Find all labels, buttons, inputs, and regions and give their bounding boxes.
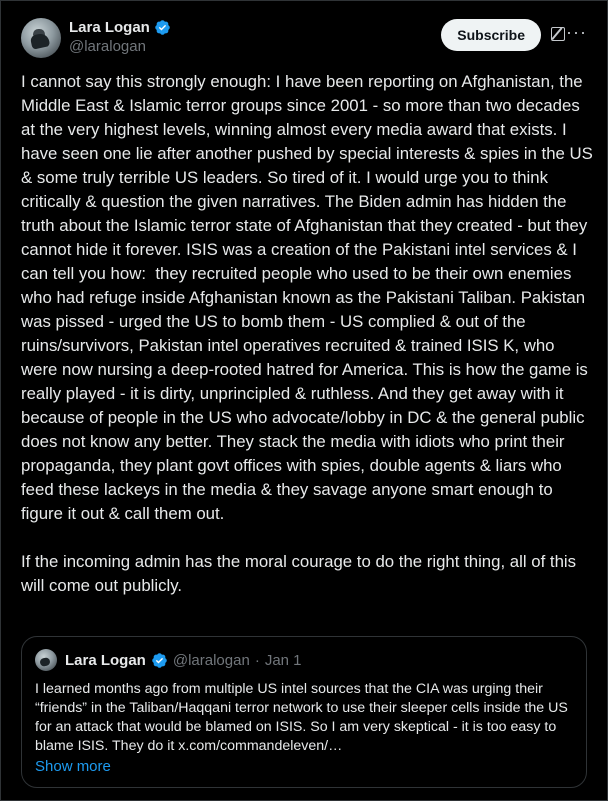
author-display-name[interactable]: Lara Logan bbox=[69, 19, 150, 36]
post-paragraph-2: If the incoming admin has the moral courage to do the right thing, all of this will come out publicly. bbox=[21, 552, 581, 595]
quoted-post-text: I learned months ago from multiple US intel sources that the CIA was urging their “friends” in the Taliban/Haqqani terror network to use their sleeper cells inside the US for an attack that would be blamed on ISIS. So I am very skeptical - it is too easy to blame ISIS. They do it x.com/commandeleven/… bbox=[35, 681, 572, 754]
verified-badge-icon bbox=[154, 19, 171, 36]
avatar[interactable] bbox=[21, 18, 61, 58]
quoted-post-header bbox=[35, 649, 302, 671]
more-options-icon[interactable]: ··· bbox=[566, 22, 587, 42]
quoted-verified-badge-icon bbox=[151, 652, 168, 669]
post-text bbox=[21, 70, 598, 598]
post-header bbox=[21, 15, 587, 59]
author-handle[interactable]: @laralogan bbox=[69, 38, 146, 55]
quoted-post-date[interactable]: Jan 1 bbox=[264, 651, 302, 669]
show-more-link[interactable]: Show more bbox=[35, 758, 111, 775]
quoted-avatar-figure-shape bbox=[39, 657, 50, 667]
author-name-row[interactable] bbox=[69, 18, 171, 37]
quoted-author-handle: @laralogan bbox=[172, 651, 250, 669]
quoted-meta-separator: · bbox=[254, 651, 260, 669]
quoted-author-name: Lara Logan bbox=[65, 651, 146, 669]
avatar-figure-shape bbox=[30, 32, 51, 49]
edit-square-icon[interactable] bbox=[551, 27, 565, 41]
post-paragraph-1: I cannot say this strongly enough: I have been reporting on Afghanistan, the Middle East & Islamic terror groups since 2001 - so more than two decades at the very highest levels, winning almost every media award that exists. I have seen one lie after another pushed by special interests & spies in the US & some truly terrible US leaders. So tired of it. I would urge you to think critically & question the given narratives. The Biden admin has hidden the truth about the Islamic terror state of Afghanistan that they created - but they cannot hide it forever. ISIS was a creation of the Pakistani intel services & I can tell you how: they recruited people who used to be their own enemies who had refuge inside Afghanistan known as the Pakistani Taliban. Pakistan was pissed - urged the US to bomb them - US complied & out of the ruins/survivors, Pakistan intel operatives recruited & trained ISIS K, who were now nursing a deep-rooted hatred for America. This is how the game is really played - it is dirty, unprincipled & ruthless. And they get away with it because of people in the US who advocate/lobby in DC & the general public does not know any better. They stack the media with idiots who print their propaganda, they plant govt offices with spies, double agents & liars who feed these lackeys in the media & they savage anyone smart enough to figure it out & call them out. bbox=[21, 72, 598, 523]
subscribe-button[interactable]: Subscribe bbox=[441, 19, 541, 51]
quoted-avatar bbox=[35, 649, 57, 671]
quoted-post-card[interactable] bbox=[21, 636, 587, 788]
author-block bbox=[69, 18, 171, 57]
